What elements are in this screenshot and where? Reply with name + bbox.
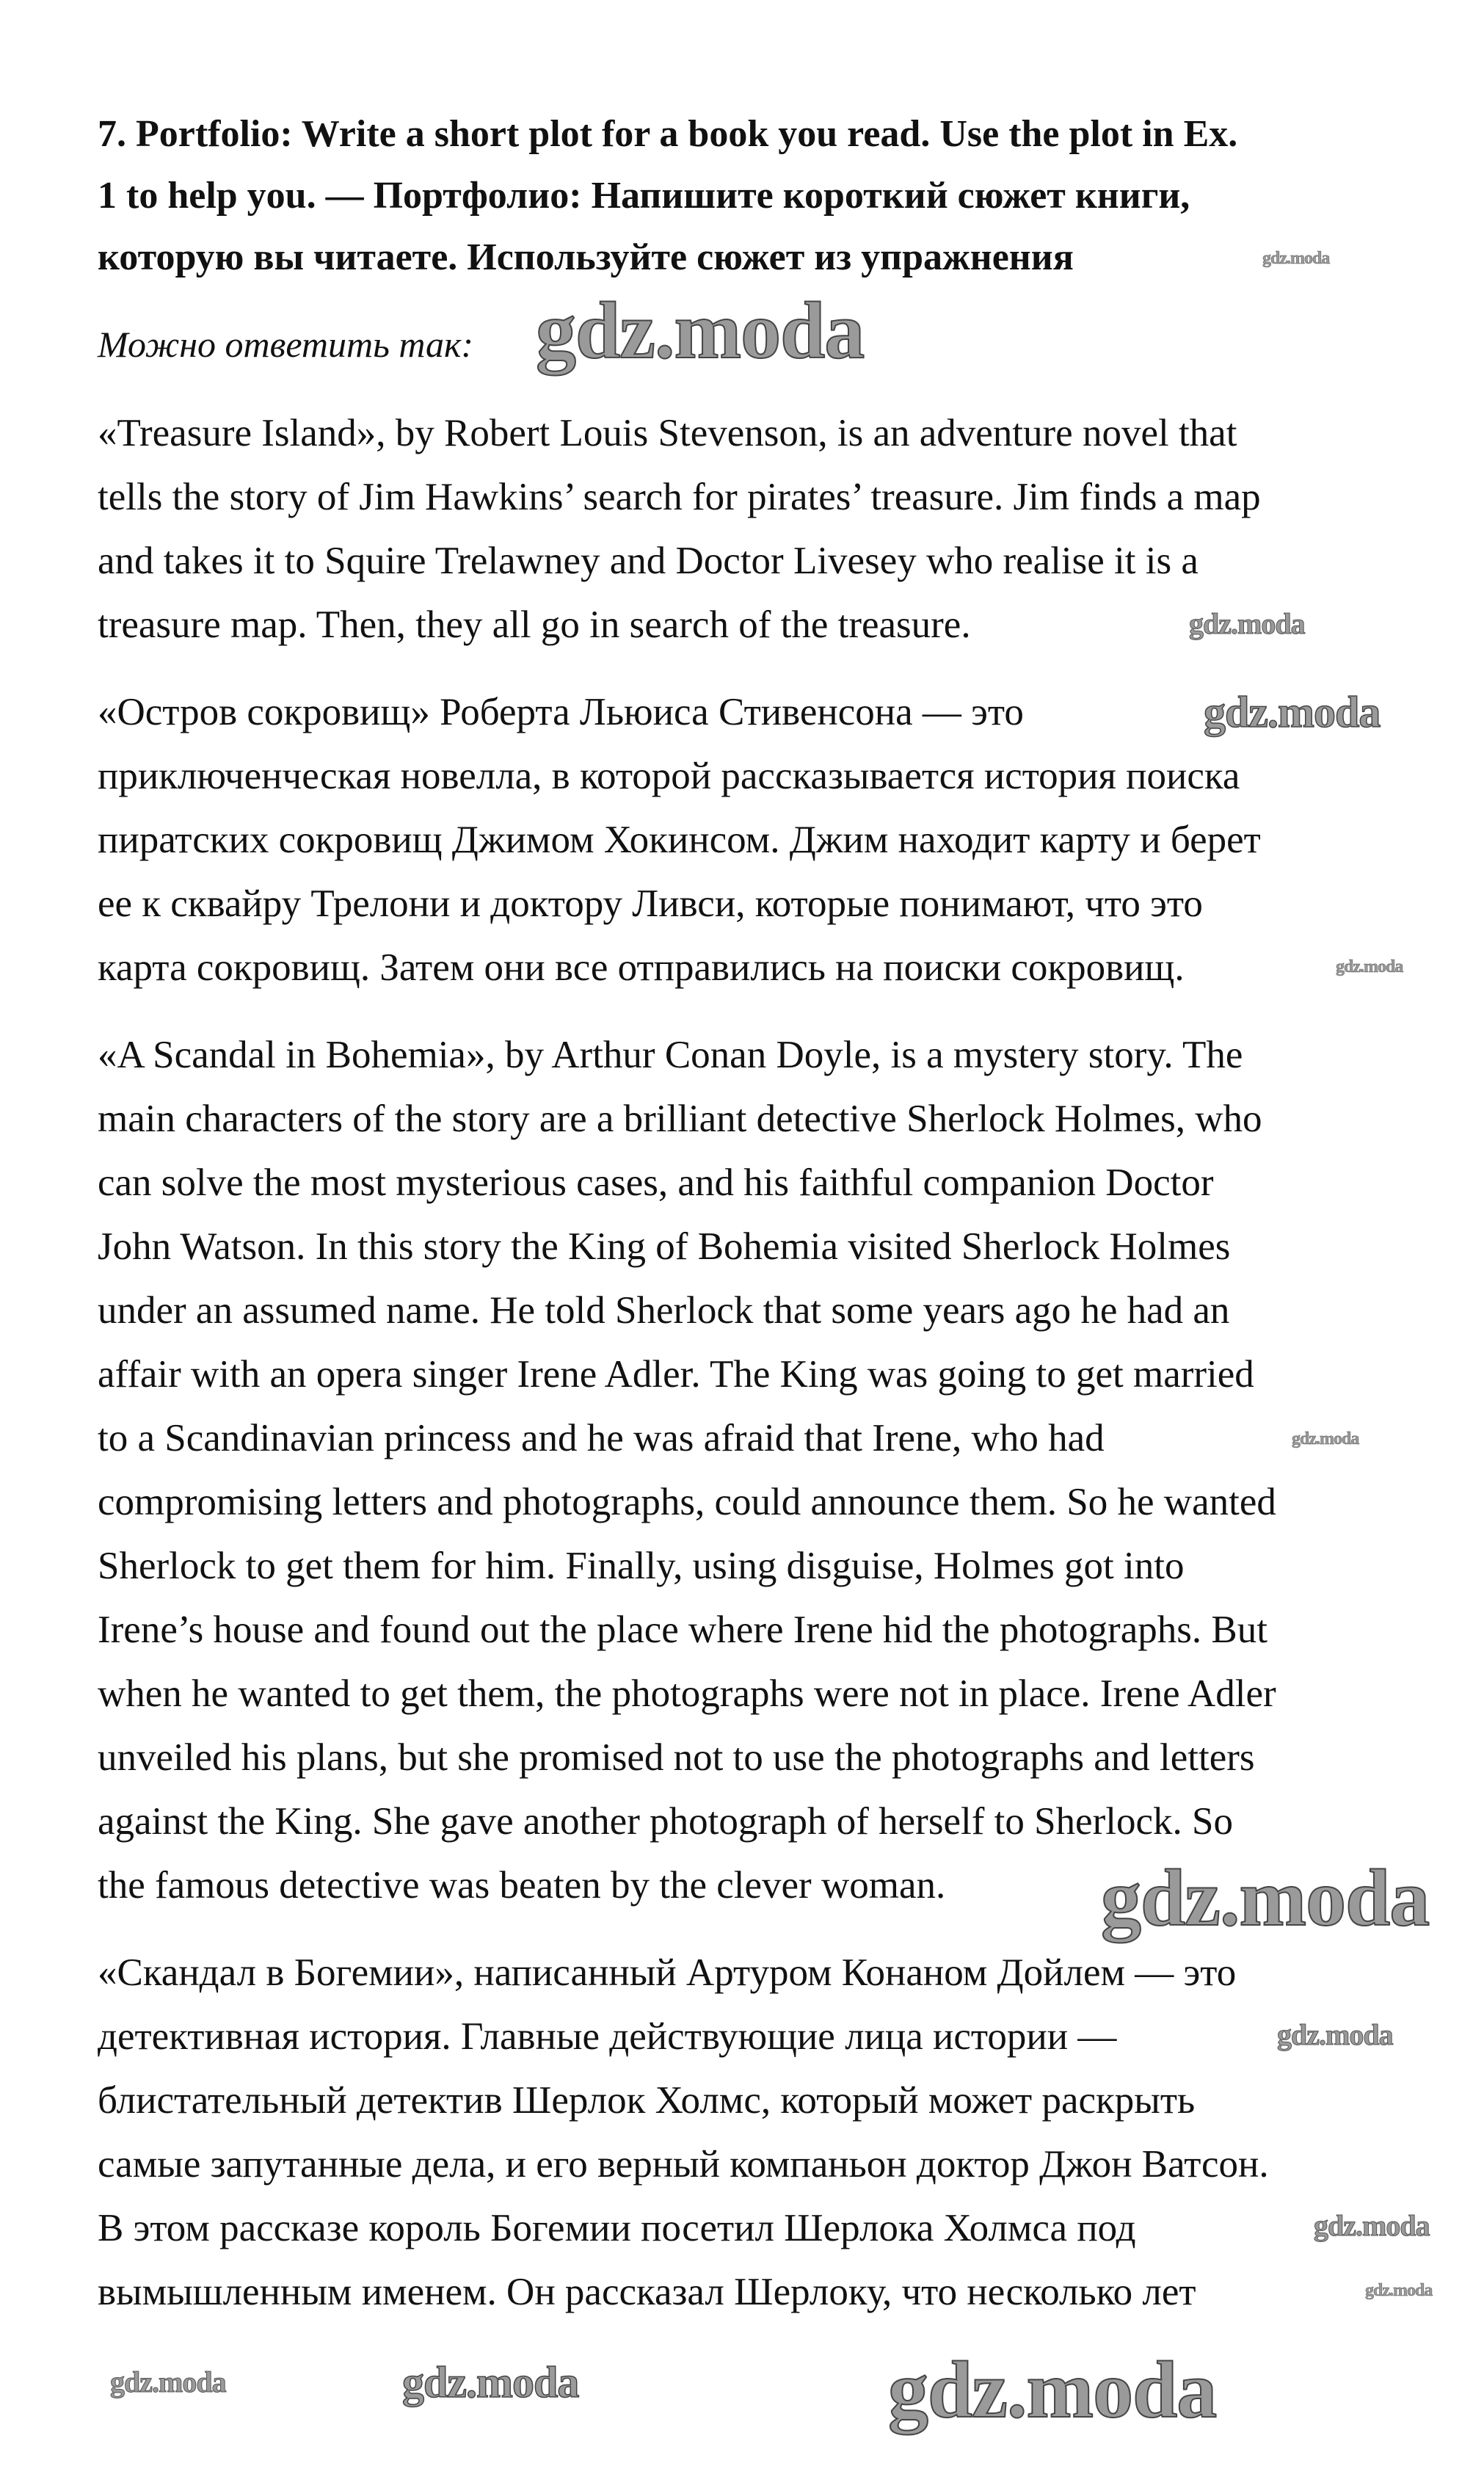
text-line: treasure map. Then, they all go in search of the treasure. (98, 603, 971, 646)
text-line: compromising letters and photographs, could announce them. So he wanted (98, 1481, 1276, 1523)
paragraph (98, 1941, 1276, 2324)
text-line: under an assumed name. He told Sherlock that some years ago he had an (98, 1289, 1230, 1332)
paragraph (98, 1023, 1276, 1918)
watermark-logo: gdz.moda (1336, 957, 1403, 976)
text-line: affair with an opera singer Irene Adler. The King was going to get married (98, 1353, 1254, 1396)
text-line: «Остров сокровищ» Роберта Льюиса Стивенсона — это (98, 691, 1024, 733)
title-line: которую вы читаете. Используйте сюжет из упражнения (98, 236, 1074, 278)
text-line: «A Scandal in Bohemia», by Arthur Conan Doyle, is a mystery story. The (98, 1034, 1243, 1076)
text-line: блистательный детектив Шерлок Холмс, который может раскрыть (98, 2079, 1196, 2122)
text-line: John Watson. In this story the King of Bohemia visited Sherlock Holmes (98, 1225, 1231, 1268)
text-line: «Treasure Island», by Robert Louis Stevenson, is an adventure novel that (98, 412, 1237, 454)
text-line: детективная история. Главные действующие лица истории — (98, 2015, 1117, 2058)
text-line: Sherlock to get them for him. Finally, using disguise, Holmes got into (98, 1545, 1185, 1587)
text-line: to a Scandinavian princess and he was afraid that Irene, who had (98, 1417, 1105, 1459)
text-line: against the King. She gave another photograph of herself to Sherlock. So (98, 1800, 1233, 1843)
watermark-logo: gdz.moda (536, 286, 865, 375)
text-line: tells the story of Jim Hawkins’ search for pirates’ treasure. Jim finds a map (98, 476, 1261, 518)
watermark-logo: gdz.moda (1189, 607, 1305, 640)
answer-body (98, 402, 1276, 2348)
watermark-logo: gdz.moda (1277, 2018, 1393, 2051)
watermark-logo: gdz.moda (1292, 1429, 1359, 1448)
answer-intro: Можно ответить так: (98, 324, 474, 365)
text-line: can solve the most mysterious cases, and his faithful companion Doctor (98, 1161, 1214, 1204)
text-line: ее к сквайру Трелони и доктору Ливси, которые понимают, что это (98, 882, 1203, 925)
watermark-logo: gdz.moda (1204, 688, 1381, 736)
watermark-logo: gdz.moda (1101, 1853, 1430, 1943)
text-line: the famous detective was beaten by the clever woman. (98, 1864, 946, 1907)
watermark-logo: gdz.moda (402, 2358, 579, 2407)
text-line: and takes it to Squire Trelawney and Doctor Livesey who realise it is a (98, 540, 1199, 582)
paragraph (98, 681, 1276, 1000)
title-line: 7. Portfolio: Write a short plot for a book you read. Use the plot in Ex. (98, 113, 1238, 155)
text-line: В этом рассказе король Богемии посетил Шерлока Холмса под (98, 2207, 1136, 2249)
watermark-logo: gdz.moda (888, 2345, 1217, 2434)
title-line: 1 to help you. — Портфолио: Напишите короткий сюжет книги, (98, 175, 1190, 217)
text-line: main characters of the story are a brilliant detective Sherlock Holmes, who (98, 1098, 1262, 1140)
text-line: «Скандал в Богемии», написанный Артуром Конаном Дойлем — это (98, 1951, 1237, 1994)
paragraph (98, 402, 1276, 657)
text-line: when he wanted to get them, the photographs were not in place. Irene Adler (98, 1672, 1276, 1715)
text-line: вымышленным именем. Он рассказал Шерлоку, что несколько лет (98, 2271, 1196, 2313)
text-line: карта сокровищ. Затем они все отправились на поиски сокровищ. (98, 946, 1185, 989)
watermark-logo: gdz.moda (1365, 2281, 1433, 2300)
text-line: unveiled his plans, but she promised not to use the photographs and letters (98, 1736, 1255, 1779)
text-line: приключенческая новелла, в которой рассказывается история поиска (98, 755, 1240, 797)
watermark-logo: gdz.moda (1314, 2209, 1430, 2242)
text-line: пиратских сокровищ Джимом Хокинсом. Джим находит карту и берет (98, 819, 1261, 861)
exercise-title (98, 104, 1237, 289)
watermark-logo: gdz.moda (1262, 249, 1330, 268)
text-line: самые запутанные дела, и его верный компаньон доктор Джон Ватсон. (98, 2143, 1269, 2186)
text-line: Irene’s house and found out the place where Irene hid the photographs. But (98, 1609, 1267, 1651)
watermark-logo: gdz.moda (110, 2365, 226, 2398)
